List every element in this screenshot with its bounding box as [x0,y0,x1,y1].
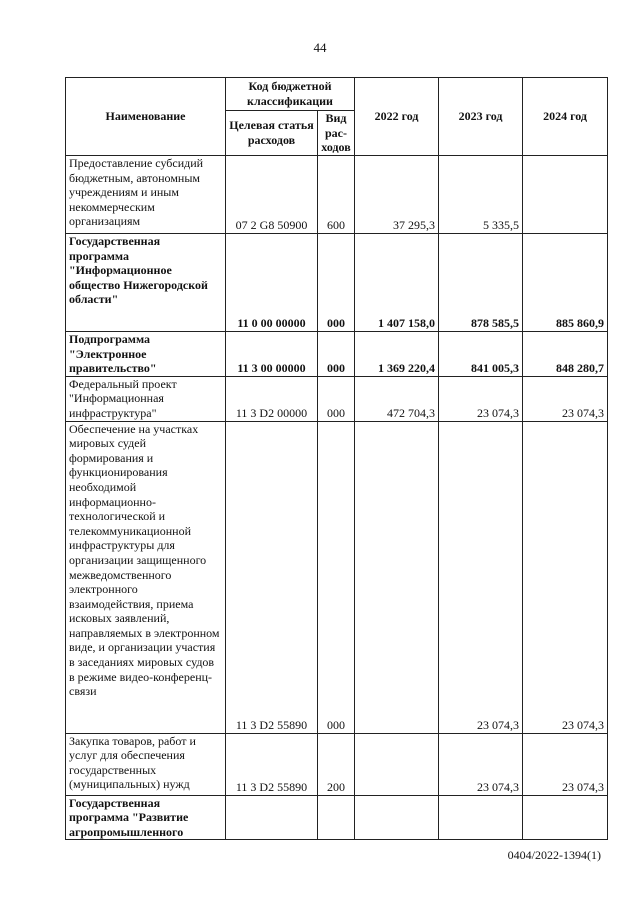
row-2024-cell [523,795,608,840]
header-expense-type: Вид рас-ходов [318,111,355,156]
table-row [66,376,608,421]
row-2022-cell [355,421,439,733]
row-expense-type-cell: 000 [318,234,355,332]
budget-table [65,77,608,840]
row-expense-type-cell [318,795,355,840]
row-expense-type-cell: 000 [318,376,355,421]
table-row [66,795,608,840]
header-name: Наименование [66,78,226,156]
row-name-cell: Государственная программа "Информационное общество Нижегородской области" [66,234,226,332]
table-body [66,156,608,840]
table-row [66,421,608,733]
table-row [66,332,608,377]
row-2022-cell [355,733,439,795]
row-target-article-cell: 11 0 00 00000 [226,234,318,332]
row-2023-cell: 5 335,5 [439,156,523,234]
header-2023: 2023 год [439,78,523,156]
row-name-cell: Предоставление субсидий бюджетным, автономным учреждениям и иным некоммерческим организациям [66,156,226,234]
header-target-article: Целевая статья расходов [226,111,318,156]
row-2023-cell [439,795,523,840]
page-number: 44 [313,40,327,55]
table-row [66,234,608,332]
row-expense-type-cell: 000 [318,421,355,733]
document-registration-code: 0404/2022-1394(1) [507,848,601,862]
header-2024: 2024 год [523,78,608,156]
row-expense-type-cell: 600 [318,156,355,234]
row-2023-cell: 23 074,3 [439,376,523,421]
row-2022-cell: 472 704,3 [355,376,439,421]
row-2023-cell: 23 074,3 [439,421,523,733]
row-name-cell: Закупка товаров, работ и услуг для обеспечения государственных (муниципальных) нужд [66,733,226,795]
row-target-article-cell: 11 3 D2 00000 [226,376,318,421]
row-expense-type-cell: 200 [318,733,355,795]
table-row [66,733,608,795]
row-2022-cell [355,795,439,840]
row-2024-cell: 23 074,3 [523,733,608,795]
row-name-cell: Обеспечение на участках мировых судей формирования и функционирования необходимой информационно-технологической и телекоммуникационной инфраструктуры для организации защищенного межведомственного электронного взаимодействия, приема исковых заявлений, направляемых в электронном виде, и организации участия в заседаниях мировых судов в режиме видео-конференц-связи [66,421,226,733]
table-row [66,156,608,234]
row-target-article-cell: 11 3 D2 55890 [226,421,318,733]
row-2022-cell: 1 369 220,4 [355,332,439,377]
row-2024-cell: 848 280,7 [523,332,608,377]
row-name-cell: Государственная программа "Развитие агропромышленного [66,795,226,840]
row-2024-cell: 23 074,3 [523,376,608,421]
row-name-cell: Подпрограмма "Электронное правительство" [66,332,226,377]
row-2023-cell: 23 074,3 [439,733,523,795]
row-2023-cell: 878 585,5 [439,234,523,332]
row-2024-cell: 885 860,9 [523,234,608,332]
row-target-article-cell [226,795,318,840]
row-name-cell: Федеральный проект "Информационная инфраструктура" [66,376,226,421]
row-2023-cell: 841 005,3 [439,332,523,377]
row-expense-type-cell: 000 [318,332,355,377]
row-target-article-cell: 11 3 00 00000 [226,332,318,377]
header-2022: 2022 год [355,78,439,156]
row-2022-cell: 1 407 158,0 [355,234,439,332]
row-2024-cell: 23 074,3 [523,421,608,733]
row-target-article-cell: 07 2 G8 50900 [226,156,318,234]
row-2022-cell: 37 295,3 [355,156,439,234]
row-target-article-cell: 11 3 D2 55890 [226,733,318,795]
row-2024-cell [523,156,608,234]
header-budget-code: Код бюджетной классификации [226,78,355,111]
